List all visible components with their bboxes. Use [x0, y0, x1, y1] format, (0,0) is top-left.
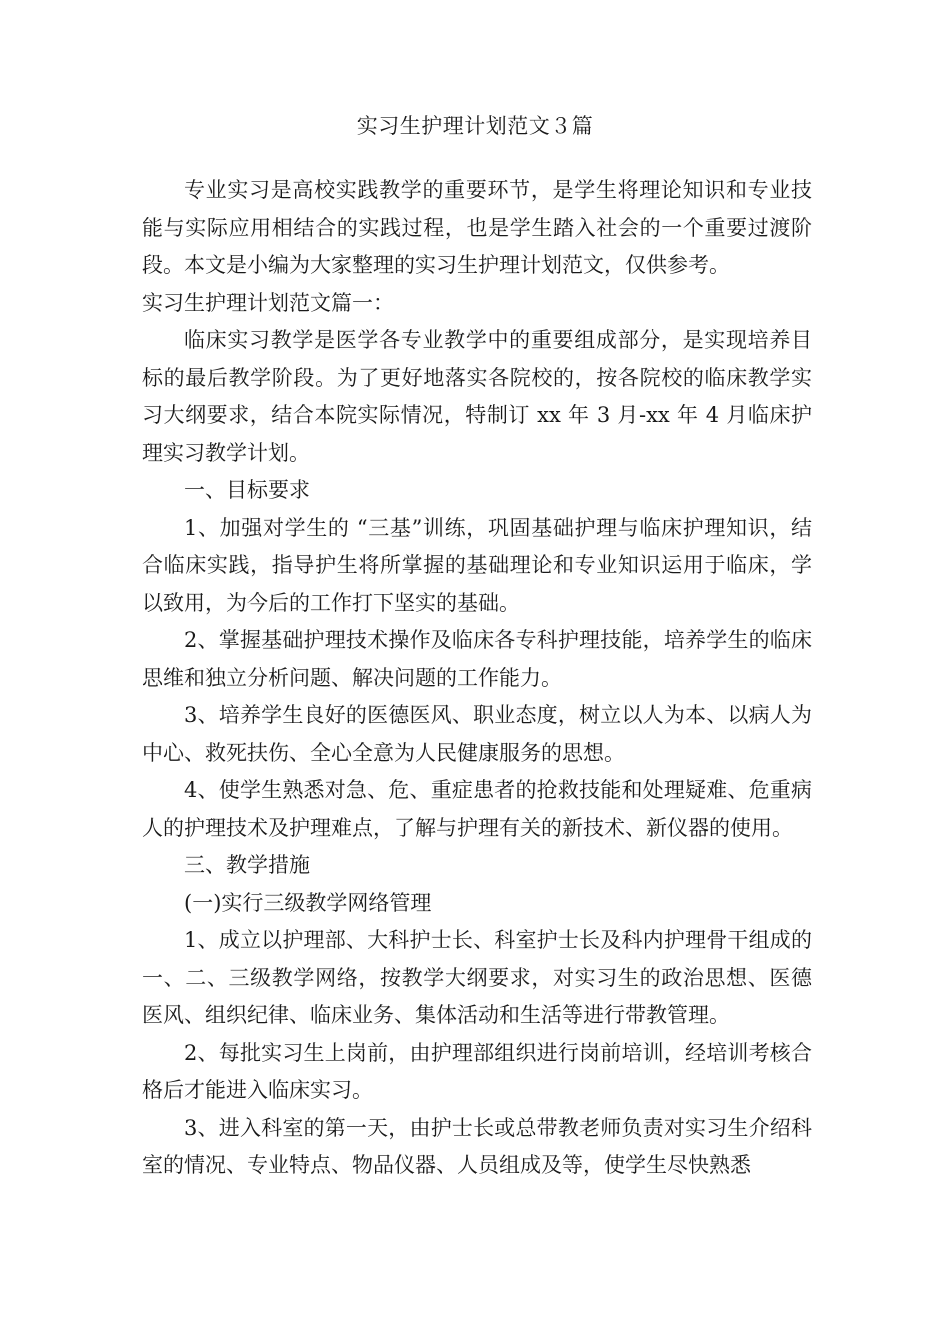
document-title: 实习生护理计划范文３篇 — [356, 114, 594, 138]
paragraph-goal-1: 1、加强对学生的 “三基”训练，巩固基础护理与临床护理知识，结合临床实践，指导护生将所掌握的基础理论和专业知识运用于临床，学以致用，为今后的工作打下坚实的基础。 — [142, 515, 812, 615]
paragraph-measure-1: 1、成立以护理部、大科护士长、科室护士长及科内护理骨干组成的一、二、三级教学网络，按教学大纲要求，对实习生的政治思想、医德医风、组织纪律、临床业务、集体活动和生活等进行带教管理。 — [142, 928, 812, 1027]
subheading-three-level-network: (一)实行三级教学网络管理 — [184, 890, 432, 915]
paragraph-goal-2: 2、掌握基础护理技术操作及临床各专科护理技能，培养学生的临床思维和独立分析问题、解决问题的工作能力。 — [142, 628, 812, 690]
paragraph-clinical-teaching: 临床实习教学是医学各专业教学中的重要组成部分，是实现培养目标的最后教学阶段。为了更好地落实各院校的，按各院校的临床教学实习大纲要求，结合本院实际情况，特制订 xx 年 3 月-xx 年 4 月临床护理实习教学计划。 — [142, 328, 812, 465]
section-heading-article-one: 实习生护理计划范文篇一： — [142, 290, 394, 315]
document-body — [142, 172, 812, 1185]
heading-teaching-measures: 三、教学措施 — [184, 853, 310, 877]
paragraph-measure-3: 3、进入科室的第一天，由护士长或总带教老师负责对实习生介绍科室的情况、专业特点、物品仪器、人员组成及等，使学生尽快熟悉 — [142, 1115, 812, 1177]
paragraph-intro: 专业实习是高校实践教学的重要环节，是学生将理论知识和专业技能与实际应用相结合的实践过程，也是学生踏入社会的一个重要过渡阶段。本文是小编为大家整理的实习生护理计划范文，仅供参考。 — [142, 178, 812, 277]
paragraph-goal-3: 3、培养学生良好的医德医风、职业态度，树立以人为本、以病人为中心、救死扶伤、全心全意为人民健康服务的思想。 — [142, 703, 812, 765]
heading-goals: 一、目标要求 — [184, 478, 310, 502]
paragraph-goal-4: 4、使学生熟悉对急、危、重症患者的抢救技能和处理疑难、危重病人的护理技术及护理难点，了解与护理有关的新技术、新仪器的使用。 — [142, 778, 812, 840]
paragraph-measure-2: 2、每批实习生上岗前，由护理部组织进行岗前培训，经培训考核合格后才能进入临床实习。 — [142, 1040, 812, 1102]
